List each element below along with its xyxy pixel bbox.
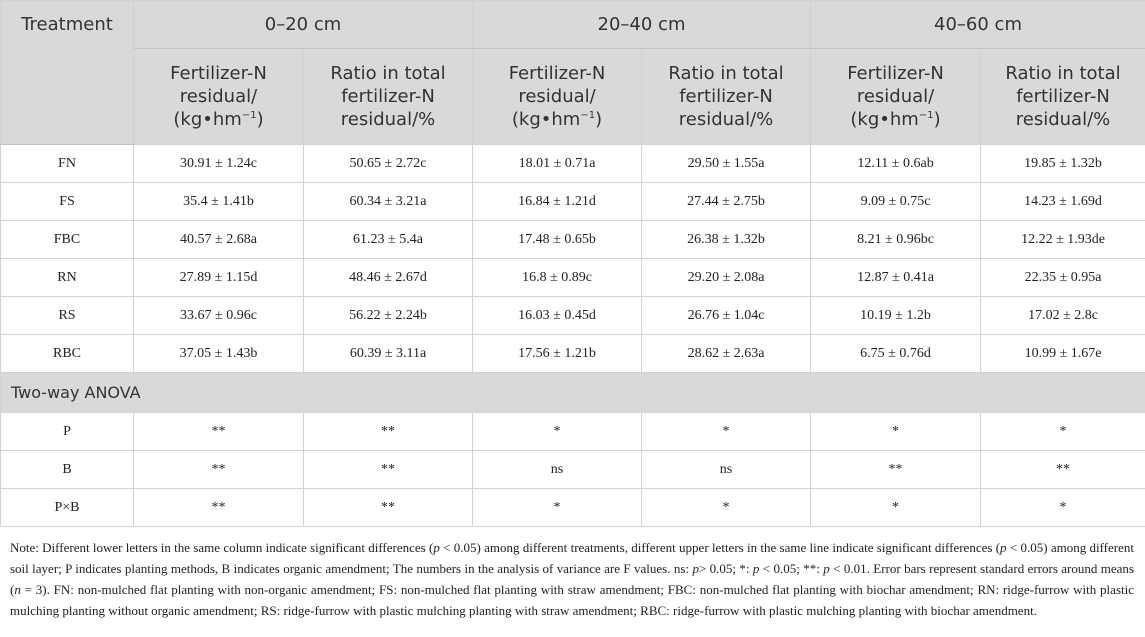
table-cell: ns xyxy=(642,451,811,489)
table-cell: 19.85 ± 1.32b xyxy=(981,145,1145,183)
table-cell: * xyxy=(642,413,811,451)
table-cell: 29.20 ± 2.08a xyxy=(642,259,811,297)
table-cell: 48.46 ± 2.67d xyxy=(304,259,473,297)
factor-name: P×B xyxy=(1,489,134,527)
table-cell: 17.02 ± 2.8c xyxy=(981,297,1145,335)
table-row xyxy=(1,221,1145,259)
table-cell: * xyxy=(473,489,642,527)
table-cell: 29.50 ± 1.55a xyxy=(642,145,811,183)
table-cell: 8.21 ± 0.96bc xyxy=(811,221,981,259)
table-cell: 50.65 ± 2.72c xyxy=(304,145,473,183)
table-cell: 22.35 ± 0.95a xyxy=(981,259,1145,297)
table-cell: 16.84 ± 1.21d xyxy=(473,183,642,221)
table-cell: * xyxy=(473,413,642,451)
table-cell: 28.62 ± 2.63a xyxy=(642,335,811,373)
anova-section-row xyxy=(1,373,1145,413)
table-row xyxy=(1,183,1145,221)
residual-header: Fertilizer-N residual/ $(kg•hm^{-1})$ xyxy=(473,49,642,145)
table-row xyxy=(1,259,1145,297)
table-cell: 16.03 ± 0.45d xyxy=(473,297,642,335)
table-row xyxy=(1,335,1145,373)
table-cell: 60.34 ± 3.21a xyxy=(304,183,473,221)
depth-40-60-header: 40–60 cm xyxy=(811,1,1145,49)
table-cell: 12.87 ± 0.41a xyxy=(811,259,981,297)
factor-name: P xyxy=(1,413,134,451)
table-cell: 27.89 ± 1.15d xyxy=(134,259,304,297)
table-cell: 17.56 ± 1.21b xyxy=(473,335,642,373)
table-cell: ** xyxy=(304,451,473,489)
anova-row xyxy=(1,413,1145,451)
table-cell: 60.39 ± 3.11a xyxy=(304,335,473,373)
table-cell: 26.76 ± 1.04c xyxy=(642,297,811,335)
anova-row xyxy=(1,451,1145,489)
table-cell: 27.44 ± 2.75b xyxy=(642,183,811,221)
table-cell: 37.05 ± 1.43b xyxy=(134,335,304,373)
table-cell: ** xyxy=(811,451,981,489)
table-cell: 56.22 ± 2.24b xyxy=(304,297,473,335)
anova-title: Two-way ANOVA xyxy=(1,373,1145,413)
anova-row xyxy=(1,489,1145,527)
treatment-header: Treatment xyxy=(1,1,134,145)
table-cell: ** xyxy=(304,413,473,451)
residual-header: Fertilizer-N residual/ $(kg•hm^{-1})$ xyxy=(134,49,304,145)
ratio-header: Ratio in total fertilizer-N residual/% xyxy=(304,49,473,145)
table-cell: 40.57 ± 2.68a xyxy=(134,221,304,259)
table-cell: 17.48 ± 0.65b xyxy=(473,221,642,259)
table-cell: 16.8 ± 0.89c xyxy=(473,259,642,297)
table-cell: 10.99 ± 1.67e xyxy=(981,335,1145,373)
table-cell: 9.09 ± 0.75c xyxy=(811,183,981,221)
depth-20-40-header: 20–40 cm xyxy=(473,1,811,49)
table-cell: 35.4 ± 1.41b xyxy=(134,183,304,221)
header-row-metrics xyxy=(1,49,1145,145)
treatment-name: RS xyxy=(1,297,134,335)
depth-0-20-header: 0–20 cm xyxy=(134,1,473,49)
table-cell: ** xyxy=(134,413,304,451)
treatment-name: RBC xyxy=(1,335,134,373)
treatment-name: FS xyxy=(1,183,134,221)
table-footnote: Note: Different lower letters in the same column indicate significant differences (p < 0.05) among different treatments, different upper letters in the same line indicate significant differences (p < 0.05) among different soil layer; P indicates planting methods, B indicates organic amendment; The numbers in the analysis of variance are F values. ns: p> 0.05; *: p < 0.05; **: p < 0.01. Error bars represent standard errors around means (n = 3). FN: non-mulched flat planting with non-organic amendment; FS: non-mulched flat planting with straw amendment; FBC: non-mulched flat planting with biochar amendment; RN: ridge-furrow with plastic mulching planting without organic amendment; RS: ridge-furrow with plastic mulching planting with straw amendment; RBC: ridge-furrow with plastic mulching planting with biochar amendment. xyxy=(10,540,1134,618)
table-cell: 14.23 ± 1.69d xyxy=(981,183,1145,221)
table-row xyxy=(1,145,1145,183)
table-cell: 18.01 ± 0.71a xyxy=(473,145,642,183)
table-cell: * xyxy=(811,413,981,451)
treatment-name: RN xyxy=(1,259,134,297)
table-cell: ** xyxy=(134,489,304,527)
table-cell: 30.91 ± 1.24c xyxy=(134,145,304,183)
ratio-header: Ratio in total fertilizer-N residual/% xyxy=(642,49,811,145)
table-cell: ** xyxy=(134,451,304,489)
table-cell: 10.19 ± 1.2b xyxy=(811,297,981,335)
header-row-depth xyxy=(1,1,1145,49)
table-cell: ** xyxy=(304,489,473,527)
table-cell: 61.23 ± 5.4a xyxy=(304,221,473,259)
table-cell: 33.67 ± 0.96c xyxy=(134,297,304,335)
treatment-name: FN xyxy=(1,145,134,183)
table-cell: 6.75 ± 0.76d xyxy=(811,335,981,373)
table-row xyxy=(1,297,1145,335)
table-cell: * xyxy=(981,489,1145,527)
residual-header: Fertilizer-N residual/ $(kg•hm^{-1})$ xyxy=(811,49,981,145)
table-cell: 12.22 ± 1.93de xyxy=(981,221,1145,259)
table-cell: ** xyxy=(981,451,1145,489)
factor-name: B xyxy=(1,451,134,489)
table-cell: * xyxy=(981,413,1145,451)
table-cell: * xyxy=(811,489,981,527)
ratio-header: Ratio in total fertilizer-N residual/% xyxy=(981,49,1145,145)
table-cell: * xyxy=(642,489,811,527)
table-cell: 26.38 ± 1.32b xyxy=(642,221,811,259)
table-cell: ns xyxy=(473,451,642,489)
treatment-name: FBC xyxy=(1,221,134,259)
table-cell: 12.11 ± 0.6ab xyxy=(811,145,981,183)
